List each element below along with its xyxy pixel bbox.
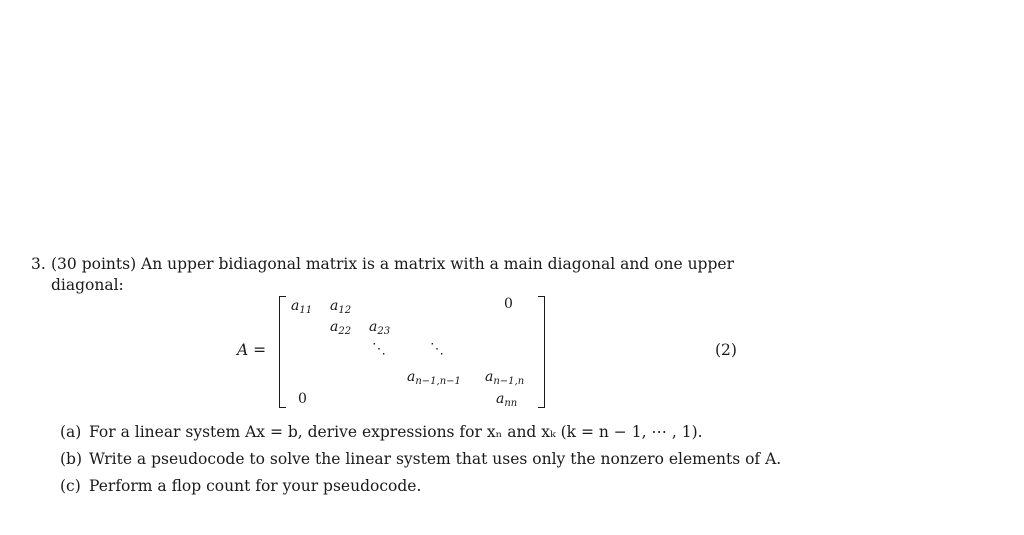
matrix-left-bracket: [279, 296, 286, 408]
problem-intro-line2: diagonal:: [51, 276, 124, 294]
part-a-label: (a): [60, 423, 82, 441]
matrix-entry-a11: $a_{11}$: [291, 298, 313, 316]
matrix-entry-a23: $a_{23}$: [369, 319, 391, 337]
matrix-entry-ann: $a_{nn}$: [496, 391, 518, 409]
matrix-entry-an1n: $a_{n-1,n}$: [485, 369, 525, 387]
part-a-text: For a linear system Ax = b, derive expressions for xₙ and xₖ (k = n − 1, ⋯ , 1).: [89, 423, 703, 441]
problem-number: 3.: [31, 255, 46, 273]
part-c-text: Perform a flop count for your pseudocode.: [89, 477, 422, 495]
matrix-entry-a12: $a_{12}$: [330, 298, 352, 316]
equation-lhs: A =: [237, 341, 267, 359]
matrix-zero-lower: 0: [298, 391, 307, 407]
matrix-entry-a22: $a_{22}$: [330, 319, 352, 337]
equation-number: (2): [715, 341, 737, 359]
part-b-text: Write a pseudocode to solve the linear system that uses only the nonzero elements of A.: [89, 450, 782, 468]
matrix-ddots-superdiagonal: ⋱: [430, 341, 444, 357]
matrix-entry-an1n1: $a_{n-1,n-1}$: [407, 369, 461, 387]
part-c-label: (c): [60, 477, 81, 495]
matrix-zero-upper: 0: [504, 296, 513, 312]
part-b-label: (b): [60, 450, 83, 468]
matrix-right-bracket: [538, 296, 545, 408]
matrix-ddots-diagonal: ⋱: [372, 341, 386, 357]
problem-intro-line1: (30 points) An upper bidiagonal matrix is a matrix with a main diagonal and one upper: [51, 255, 734, 273]
